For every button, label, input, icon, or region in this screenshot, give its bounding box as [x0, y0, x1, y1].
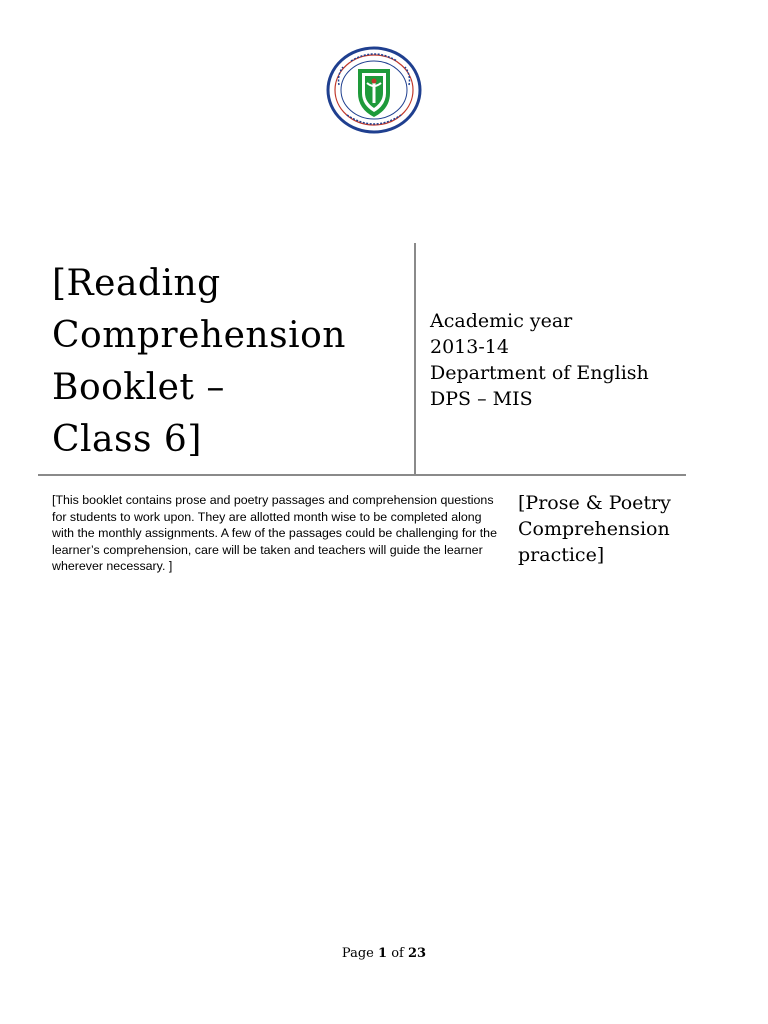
school-logo: [325, 45, 423, 135]
page-footer: [0, 946, 768, 961]
current-page-number: 1: [378, 946, 388, 961]
school-name: DPS – MIS: [430, 388, 533, 410]
total-pages-number: 23: [407, 946, 427, 961]
school-crest-icon: [325, 45, 423, 135]
academic-info: [430, 308, 730, 412]
booklet-abstract: [This booklet contains prose and poetry passages and comprehension questions for students to work upon. They are allotted month wise to be completed along with the monthly assignments. A few of the passages could be challenging for the learner’s comprehension, care will be taken and teachers will guide the learner wherever necessary. ]: [52, 493, 497, 573]
sidebar-note-line: [Prose & Poetry: [518, 492, 671, 514]
title-line: Class 6]: [52, 419, 202, 460]
vertical-divider: [414, 243, 416, 475]
title-line: [Reading: [52, 263, 221, 304]
title-line: Comprehension: [52, 315, 346, 356]
academic-year-value: 2013-14: [430, 336, 509, 358]
horizontal-divider: [38, 474, 686, 476]
page-word: Page: [341, 946, 374, 961]
title-line: Booklet –: [52, 367, 225, 408]
sidebar-note-line: practice]: [518, 544, 605, 566]
booklet-title: [52, 258, 402, 466]
department-name: Department of English: [430, 362, 649, 384]
sidebar-note-line: Comprehension: [518, 518, 670, 540]
of-word: of: [391, 946, 404, 961]
academic-year-label: Academic year: [430, 310, 573, 332]
sidebar-note: [518, 490, 718, 580]
